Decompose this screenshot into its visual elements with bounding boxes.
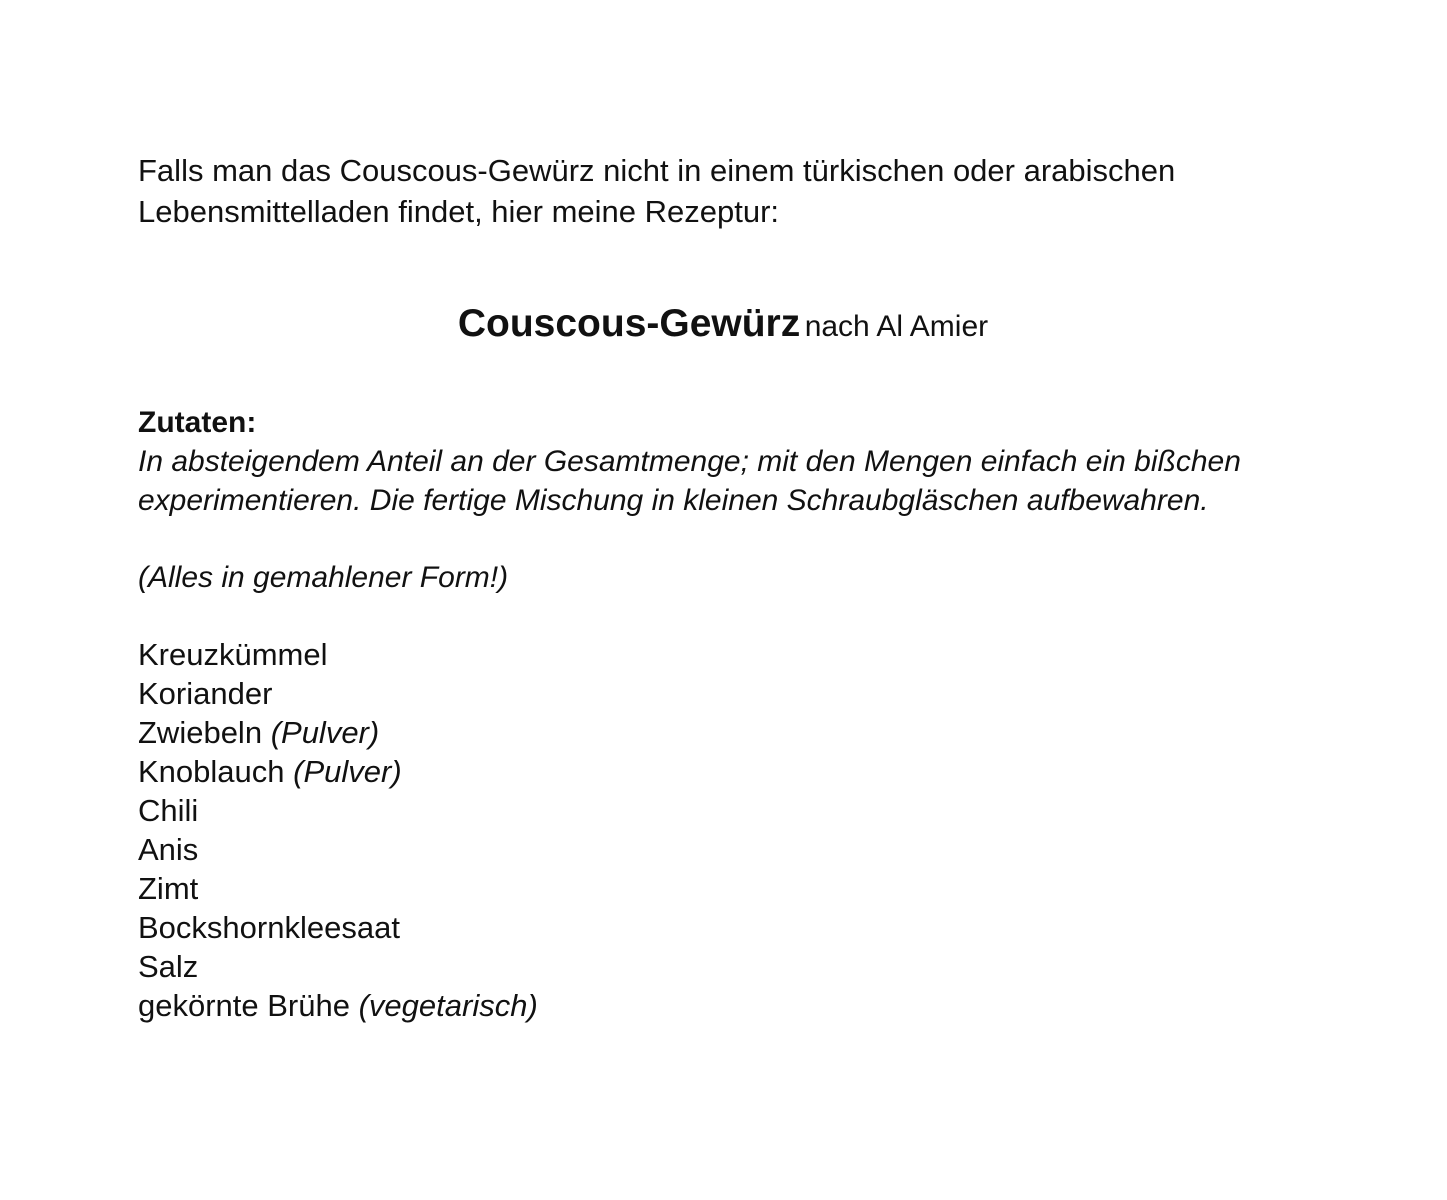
ingredient-name: Salz <box>138 949 199 984</box>
ingredient-list <box>138 635 1308 1025</box>
recipe-title <box>138 300 1308 356</box>
intro-paragraph: Falls man das Couscous-Gewürz nicht in einem türkischen oder arabischen Lebensmittelladen findet, hier meine Rezeptur: <box>138 153 1176 229</box>
ingredient-qualifier: (Pulver) <box>293 754 402 789</box>
ingredient-name: Anis <box>138 832 199 867</box>
ingredients-heading: Zutaten: <box>138 406 257 439</box>
ingredient-item <box>138 791 1308 830</box>
ingredient-item <box>138 947 1308 986</box>
ingredient-item <box>138 674 1308 713</box>
ingredient-name: Kreuzkümmel <box>138 637 328 672</box>
recipe-page <box>138 150 1308 1025</box>
ground-form-note: (Alles in gemahlener Form!) <box>138 561 509 594</box>
recipe-title-subtitle: nach Al Amier <box>804 310 989 343</box>
ingredient-item <box>138 752 1308 791</box>
ingredient-name: Zimt <box>138 871 199 906</box>
ingredient-name: Zwiebeln <box>138 715 263 750</box>
ingredient-qualifier: (Pulver) <box>270 715 380 750</box>
ingredient-name: gekörnte Brühe <box>138 988 350 1023</box>
ingredient-item <box>138 869 1308 908</box>
ingredient-item <box>138 635 1308 674</box>
instructions-text: In absteigendem Anteil an der Gesamtmenge; mit den Mengen einfach ein bißchen experimentieren. Die fertige Mischung in kleinen Schraubgläschen aufbewahren. <box>138 445 1241 517</box>
ingredient-item <box>138 986 1308 1025</box>
ingredient-item <box>138 830 1308 869</box>
ingredient-item <box>138 713 1308 752</box>
ingredient-name: Chili <box>138 793 199 828</box>
ingredient-name: Knoblauch <box>138 754 285 789</box>
ingredient-qualifier: (vegetarisch) <box>358 988 538 1023</box>
ingredient-name: Bockshornkleesaat <box>138 910 400 945</box>
recipe-title-main: Couscous-Gewürz <box>457 302 801 345</box>
ingredient-name: Koriander <box>138 676 273 711</box>
ingredient-item <box>138 908 1308 947</box>
